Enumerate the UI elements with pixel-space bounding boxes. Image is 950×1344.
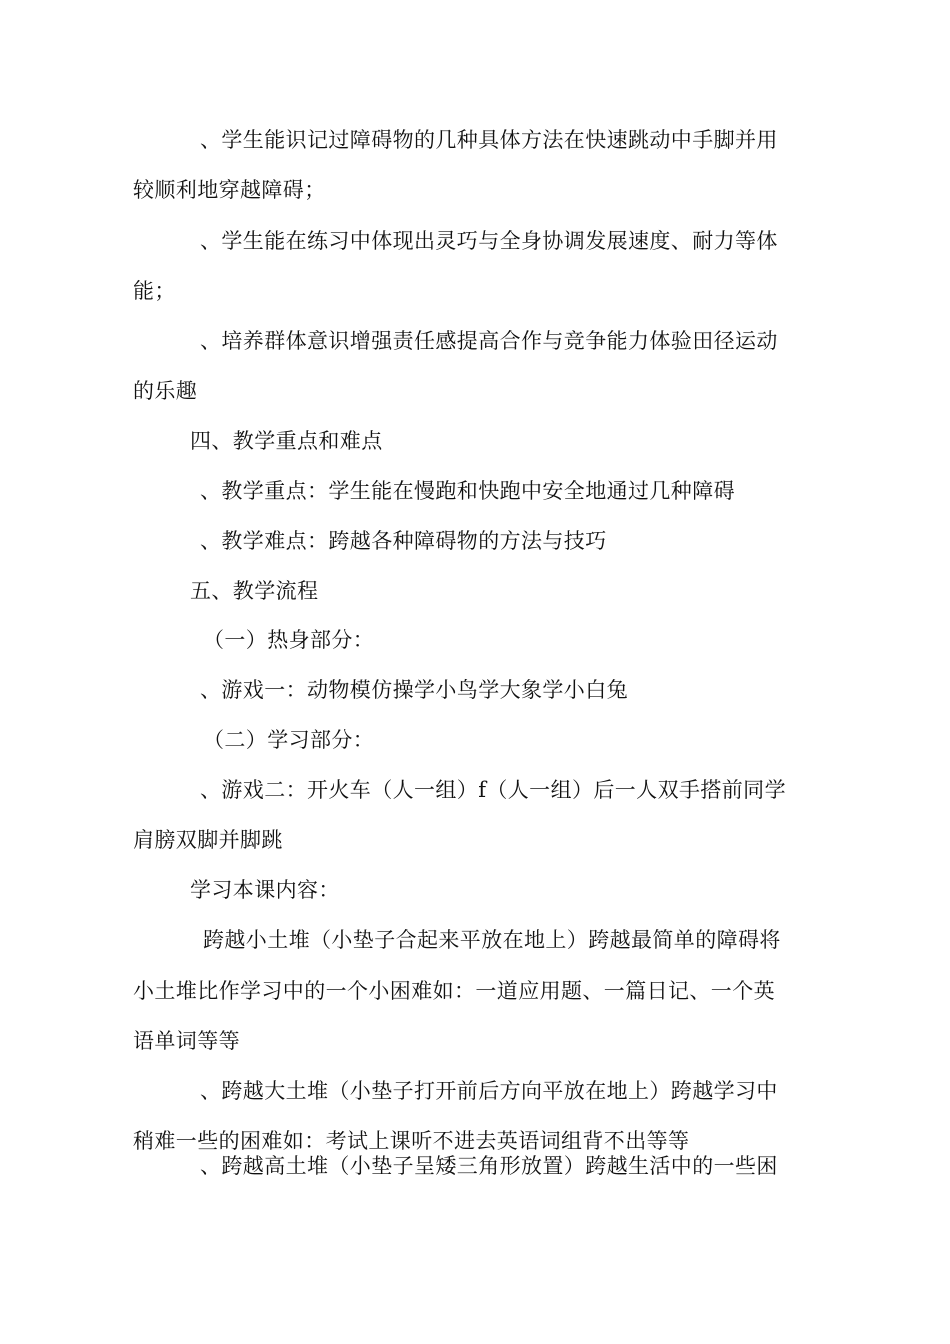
game-one-line: 、游戏一：动物模仿操学小鸟学大象学小白兔 — [200, 678, 628, 702]
objective-line-1-cont: 较顺利地穿越障碍； — [133, 178, 326, 202]
subsection-learning: （二）学习部分： — [203, 728, 375, 752]
subsection-warmup: （一）热身部分： — [203, 628, 375, 652]
high-mound-line: 、跨越高土堆（小垫子呈矮三角形放置）跨越生活中的一些困 — [200, 1154, 778, 1178]
game-two-line-cont: 肩膀双脚并脚跳 — [133, 828, 283, 852]
large-mound-line-cont: 稍难一些的困难如：考试上课听不进去英语词组背不出等等 — [133, 1129, 690, 1153]
small-mound-line-end: 语单词等等 — [133, 1029, 240, 1053]
game-two-line: 、游戏二：开火车（人一组）f（人一组）后一人双手搭前同学 — [200, 778, 786, 802]
small-mound-line: 跨越小土堆（小垫子合起来平放在地上）跨越最简单的障碍将 — [203, 928, 781, 952]
small-mound-line-cont: 小土堆比作学习中的一个小困难如：一道应用题、一篇日记、一个英 — [133, 979, 775, 1003]
section-heading-4: 四、教学重点和难点 — [190, 429, 383, 453]
objective-line-2-cont: 能； — [133, 279, 176, 303]
section-heading-5: 五、教学流程 — [190, 579, 319, 603]
objective-line-1: 、学生能识记过障碍物的几种具体方法在快速跳动中手脚并用 — [200, 128, 778, 152]
difficulty-line: 、教学难点：跨越各种障碍物的方法与技巧 — [200, 529, 607, 553]
objective-line-3-cont: 的乐趣 — [133, 379, 198, 403]
objective-line-3: 、培养群体意识增强责任感提高合作与竞争能力体验田径运动 — [200, 329, 778, 353]
key-point-line: 、教学重点：学生能在慢跑和快跑中安全地通过几种障碍 — [200, 479, 735, 503]
objective-line-2: 、学生能在练习中体现出灵巧与全身协调发展速度、耐力等体 — [200, 229, 778, 253]
large-mound-line: 、跨越大土堆（小垫子打开前后方向平放在地上）跨越学习中 — [200, 1079, 778, 1103]
lesson-content-heading: 学习本课内容： — [190, 878, 340, 902]
